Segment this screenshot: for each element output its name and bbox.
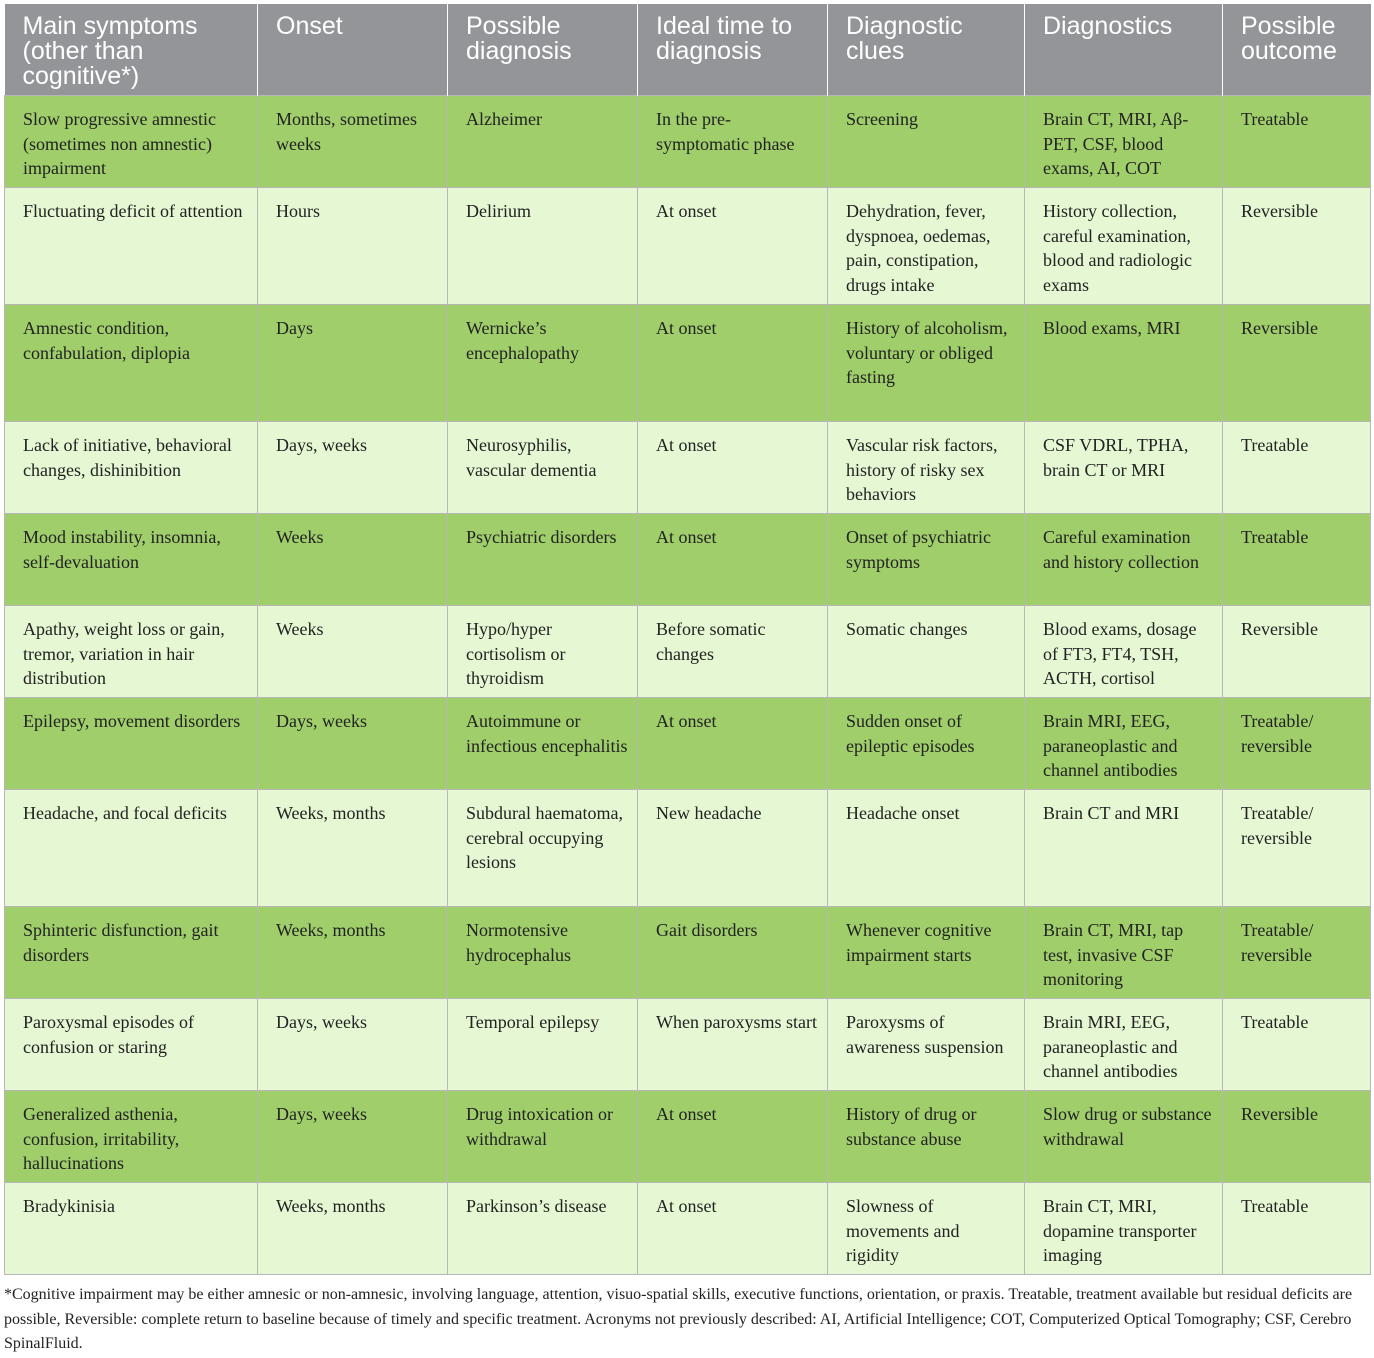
cell-ideal-time: Gait disorders [638,907,828,999]
cell-diagnostics: Blood exams, MRI [1025,305,1223,422]
cell-diagnostics: History collection, careful examination, blood and radiologic exams [1025,188,1223,305]
cell-diagnostics: CSF VDRL, TPHA, brain CT or MRI [1025,422,1223,514]
cell-possible-outcome: Reversible [1223,606,1371,698]
cell-possible-outcome: Reversible [1223,305,1371,422]
cell-ideal-time: Before somatic changes [638,606,828,698]
cell-onset: Months, sometimes weeks [258,96,448,188]
cell-possible-diagnosis: Drug intoxication or withdrawal [448,1091,638,1183]
cell-ideal-time: New headache [638,790,828,907]
cell-ideal-time: When paroxysms start [638,999,828,1091]
cell-diagnostic-clues: History of drug or substance abuse [828,1091,1025,1183]
table-row [5,514,1371,606]
cell-possible-diagnosis: Hypo/hyper cortisolism or thyroidism [448,606,638,698]
cell-diagnostics: Brain CT and MRI [1025,790,1223,907]
cell-diagnostics: Slow drug or substance withdrawal [1025,1091,1223,1183]
table-row [5,1183,1371,1275]
cell-diagnostic-clues: Vascular risk factors, history of risky sex behaviors [828,422,1025,514]
cell-onset: Weeks, months [258,907,448,999]
column-header-diagnostics: Diagnostics [1025,4,1223,96]
table-row [5,907,1371,999]
cell-main-symptoms: Paroxysmal episodes of confusion or staring [5,999,258,1091]
cell-possible-diagnosis: Psychiatric disorders [448,514,638,606]
cell-ideal-time: At onset [638,305,828,422]
cell-ideal-time: At onset [638,1183,828,1275]
cell-possible-outcome: Treatable [1223,422,1371,514]
cell-possible-diagnosis: Subdural haematoma, cerebral occupying lesions [448,790,638,907]
cell-possible-outcome: Reversible [1223,1091,1371,1183]
cell-main-symptoms: Generalized asthenia, confusion, irritability, hallucinations [5,1091,258,1183]
table-container [4,4,1370,1275]
cell-onset: Days [258,305,448,422]
cell-diagnostics: Brain MRI, EEG, paraneoplastic and channel antibodies [1025,698,1223,790]
cell-ideal-time: At onset [638,514,828,606]
cell-possible-diagnosis: Wernicke’s encephalopathy [448,305,638,422]
cell-main-symptoms: Headache, and focal deficits [5,790,258,907]
table-row [5,790,1371,907]
cell-possible-outcome: Treatable [1223,96,1371,188]
cell-possible-diagnosis: Normotensive hydrocephalus [448,907,638,999]
cell-possible-outcome: Reversible [1223,188,1371,305]
column-header-main-symptoms: Main symptoms (other than cognitive*) [5,4,258,96]
cell-main-symptoms: Fluctuating deficit of attention [5,188,258,305]
cell-diagnostic-clues: Headache onset [828,790,1025,907]
cell-main-symptoms: Mood instability, insomnia, self-devaluation [5,514,258,606]
cell-diagnostic-clues: Onset of psychiatric symptoms [828,514,1025,606]
column-header-possible-outcome: Possible outcome [1223,4,1371,96]
cell-diagnostics: Brain CT, MRI, dopamine transporter imaging [1025,1183,1223,1275]
table-row [5,188,1371,305]
cell-possible-diagnosis: Delirium [448,188,638,305]
cell-possible-diagnosis: Autoimmune or infectious encephalitis [448,698,638,790]
table-row [5,422,1371,514]
diagnosis-table [4,4,1371,1275]
cell-ideal-time: At onset [638,1091,828,1183]
cell-diagnostics: Careful examination and history collection [1025,514,1223,606]
cell-diagnostic-clues: Whenever cognitive impairment starts [828,907,1025,999]
table-row [5,999,1371,1091]
cell-possible-outcome: Treatable/ reversible [1223,907,1371,999]
column-header-ideal-time: Ideal time to diagnosis [638,4,828,96]
table-row [5,96,1371,188]
cell-main-symptoms: Slow progressive amnestic (sometimes non amnestic) impairment [5,96,258,188]
cell-diagnostic-clues: Sudden onset of epileptic episodes [828,698,1025,790]
cell-diagnostics: Brain CT, MRI, Aβ-PET, CSF, blood exams, AI, COT [1025,96,1223,188]
cell-onset: Weeks, months [258,1183,448,1275]
column-header-possible-diagnosis: Possible diagnosis [448,4,638,96]
cell-diagnostics: Blood exams, dosage of FT3, FT4, TSH, ACTH, cortisol [1025,606,1223,698]
table-row [5,606,1371,698]
cell-main-symptoms: Epilepsy, movement disorders [5,698,258,790]
column-header-diagnostic-clues: Diagnostic clues [828,4,1025,96]
table-header-row [5,4,1371,96]
cell-diagnostics: Brain CT, MRI, tap test, invasive CSF monitoring [1025,907,1223,999]
cell-possible-outcome: Treatable [1223,1183,1371,1275]
cell-onset: Days, weeks [258,999,448,1091]
table-row [5,305,1371,422]
table-footnote: *Cognitive impairment may be either amnesic or non-amnesic, involving language, attention, visuo-spatial skills, executive functions, orientation, or praxis. Treatable, treatment available but residual deficits are possible, Reversible: complete return to baseline because of timely and specific treatment. Acronyms not previously described: AI, Artificial Intelligence; COT, Computerized Optical Tomography; CSF, Cerebro SpinalFluid. [4,1286,1353,1352]
cell-main-symptoms: Apathy, weight loss or gain, tremor, variation in hair distribution [5,606,258,698]
cell-possible-outcome: Treatable [1223,514,1371,606]
cell-onset: Weeks [258,514,448,606]
cell-ideal-time: In the pre-symptomatic phase [638,96,828,188]
cell-possible-diagnosis: Temporal epilepsy [448,999,638,1091]
table-row [5,1091,1371,1183]
cell-ideal-time: At onset [638,188,828,305]
cell-onset: Days, weeks [258,422,448,514]
cell-main-symptoms: Amnestic condition, confabulation, diplopia [5,305,258,422]
cell-onset: Days, weeks [258,698,448,790]
cell-onset: Weeks, months [258,790,448,907]
table-row [5,698,1371,790]
cell-possible-outcome: Treatable/ reversible [1223,698,1371,790]
cell-diagnostic-clues: History of alcoholism, voluntary or obliged fasting [828,305,1025,422]
cell-onset: Days, weeks [258,1091,448,1183]
cell-diagnostic-clues: Slowness of movements and rigidity [828,1183,1025,1275]
cell-diagnostics: Brain MRI, EEG, paraneoplastic and channel antibodies [1025,999,1223,1091]
cell-ideal-time: At onset [638,422,828,514]
cell-diagnostic-clues: Dehydration, fever, dyspnoea, oedemas, pain, constipation, drugs intake [828,188,1025,305]
cell-onset: Hours [258,188,448,305]
cell-possible-outcome: Treatable/ reversible [1223,790,1371,907]
cell-diagnostic-clues: Paroxysms of awareness suspension [828,999,1025,1091]
cell-diagnostic-clues: Screening [828,96,1025,188]
column-header-onset: Onset [258,4,448,96]
cell-possible-diagnosis: Alzheimer [448,96,638,188]
cell-main-symptoms: Bradykinisia [5,1183,258,1275]
cell-possible-diagnosis: Parkinson’s disease [448,1183,638,1275]
cell-possible-outcome: Treatable [1223,999,1371,1091]
cell-main-symptoms: Lack of initiative, behavioral changes, dishinibition [5,422,258,514]
cell-ideal-time: At onset [638,698,828,790]
cell-main-symptoms: Sphinteric disfunction, gait disorders [5,907,258,999]
cell-diagnostic-clues: Somatic changes [828,606,1025,698]
cell-possible-diagnosis: Neurosyphilis, vascular dementia [448,422,638,514]
cell-onset: Weeks [258,606,448,698]
